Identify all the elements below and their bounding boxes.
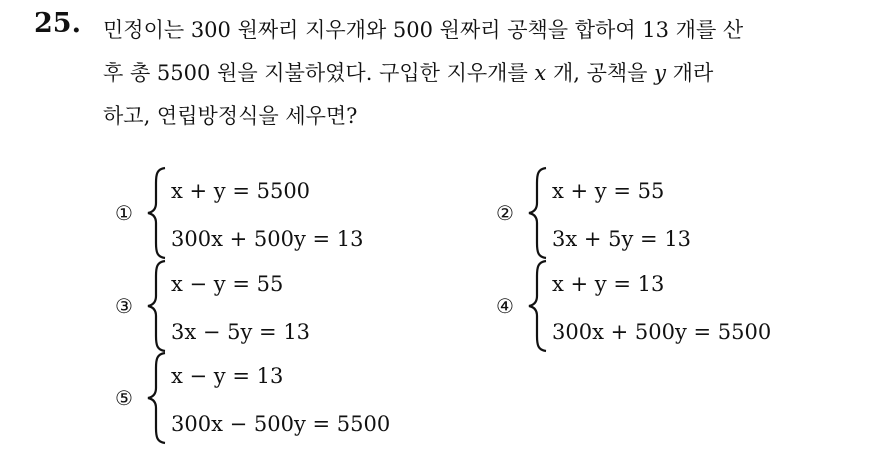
option-marker: ⑤ [115, 386, 133, 410]
variable-y: y [654, 61, 666, 85]
option-marker: ③ [115, 294, 133, 318]
question-stem [103, 9, 873, 138]
equation-2: 3x − 5y = 13 [171, 320, 311, 344]
option-1[interactable] [115, 165, 445, 261]
equation-system [171, 358, 390, 454]
equation-2: 300x + 500y = 13 [171, 227, 364, 251]
stem-line-1: 민정이는 300 원짜리 지우개와 500 원짜리 공책을 합하여 13 개를 산 [103, 18, 744, 42]
equation-1: x + y = 55 [552, 179, 665, 203]
option-4[interactable] [496, 258, 836, 354]
equation-1: x + y = 5500 [171, 179, 311, 203]
equation-1: x − y = 13 [171, 364, 284, 388]
question-number: 25. [34, 8, 81, 39]
equation-1: x + y = 13 [552, 272, 665, 296]
variable-x: x [534, 61, 547, 85]
left-brace-icon [145, 165, 169, 261]
left-brace-icon [526, 258, 550, 354]
option-marker: ② [496, 201, 514, 225]
left-brace-icon [526, 165, 550, 261]
equation-2: 300x − 500y = 5500 [171, 412, 391, 436]
equation-system [171, 173, 364, 269]
option-2[interactable] [496, 165, 826, 261]
option-marker: ① [115, 201, 133, 225]
equation-2: 3x + 5y = 13 [552, 227, 692, 251]
option-5[interactable] [115, 350, 455, 446]
equation-system [552, 173, 691, 269]
equation-1: x − y = 55 [171, 272, 284, 296]
stem-line-3: 하고, 연립방정식을 세우면? [103, 104, 358, 128]
equation-system [552, 266, 771, 362]
option-marker: ④ [496, 294, 514, 318]
left-brace-icon [145, 350, 169, 446]
option-3[interactable] [115, 258, 445, 354]
left-brace-icon [145, 258, 169, 354]
equation-2: 300x + 500y = 5500 [552, 320, 772, 344]
equation-system [171, 266, 310, 362]
stem-line-2: 후 총 5500 원을 지불하였다. 구입한 지우개를 x 개, 공책을 y 개라 [103, 61, 714, 85]
